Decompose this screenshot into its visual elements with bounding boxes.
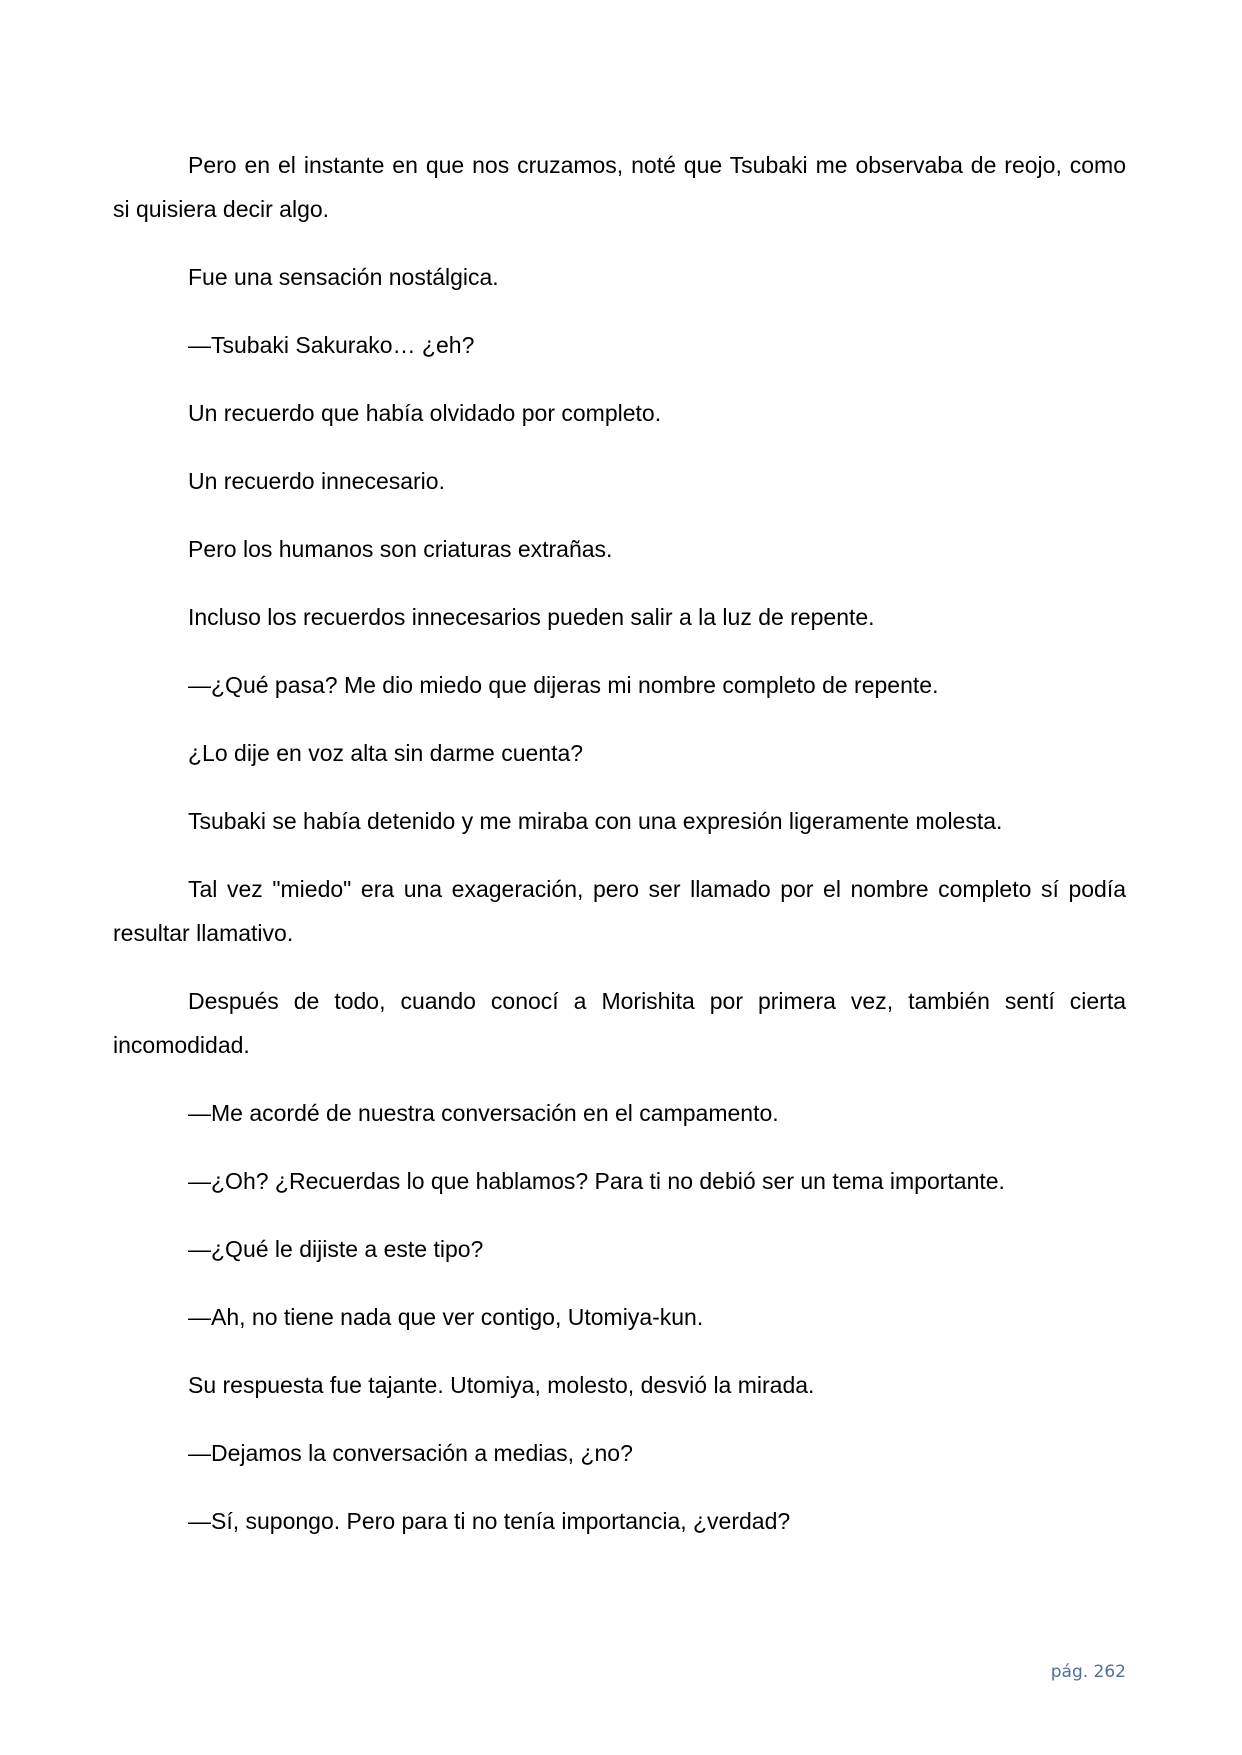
paragraph: —Sí, supongo. Pero para ti no tenía importancia, ¿verdad? — [188, 1508, 791, 1534]
paragraph: Un recuerdo innecesario. — [188, 468, 445, 494]
paragraph: ¿Lo dije en voz alta sin darme cuenta? — [188, 740, 584, 766]
paragraph: Pero los humanos son criaturas extrañas. — [188, 536, 613, 562]
paragraph: Fue una sensación nostálgica. — [188, 264, 499, 290]
paragraph: —Ah, no tiene nada que ver contigo, Utomiya-kun. — [188, 1304, 704, 1330]
paragraph: —Me acordé de nuestra conversación en el campamento. — [188, 1100, 779, 1126]
paragraph: Un recuerdo que había olvidado por completo. — [188, 400, 662, 426]
paragraph: Incluso los recuerdos innecesarios pueden salir a la luz de repente. — [188, 604, 875, 630]
paragraph: Tsubaki se había detenido y me miraba con una expresión ligeramente molesta. — [188, 808, 1003, 834]
paragraph: —Dejamos la conversación a medias, ¿no? — [188, 1440, 633, 1466]
paragraph: Su respuesta fue tajante. Utomiya, molesto, desvió la mirada. — [188, 1372, 815, 1398]
page-number: pág. 262 — [1050, 1662, 1126, 1682]
body-text — [113, 143, 1126, 1567]
paragraph: Pero en el instante en que nos cruzamos, noté que Tsubaki me observaba de reojo, como si quisiera decir algo. — [113, 152, 1126, 222]
paragraph: Tal vez "miedo" era una exageración, pero ser llamado por el nombre completo sí podía resultar llamativo. — [113, 876, 1126, 946]
paragraph: Después de todo, cuando conocí a Morishita por primera vez, también sentí cierta incomodidad. — [113, 988, 1126, 1058]
paragraph: —¿Qué le dijiste a este tipo? — [188, 1236, 484, 1262]
paragraph: —¿Qué pasa? Me dio miedo que dijeras mi nombre completo de repente. — [188, 672, 939, 698]
paragraph: —¿Oh? ¿Recuerdas lo que hablamos? Para ti no debió ser un tema importante. — [188, 1168, 1005, 1194]
paragraph: —Tsubaki Sakurako… ¿eh? — [188, 332, 475, 358]
